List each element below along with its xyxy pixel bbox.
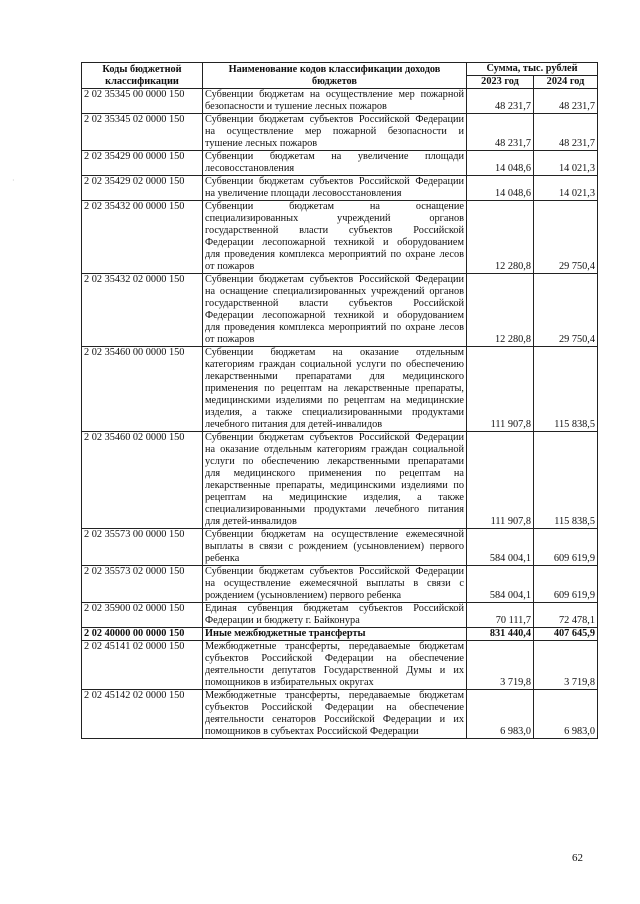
row-name xyxy=(203,151,467,176)
row-value-2024: 72 478,1 xyxy=(534,603,598,628)
row-value-2023: 14 048,6 xyxy=(467,176,534,201)
table-row xyxy=(82,690,598,739)
table-row xyxy=(82,176,598,201)
row-code: 2 02 35460 02 0000 150 xyxy=(82,432,203,529)
row-name-line: для детей-инвалидов xyxy=(205,516,297,527)
row-name-line: от пожаров xyxy=(205,334,255,345)
table-row xyxy=(82,641,598,690)
row-name-line: медицинскими изделиями по рецептам на медицинские xyxy=(205,395,464,406)
row-name-line: выплаты в связи с рождением (усыновлением) первого xyxy=(205,541,464,552)
row-value-2024: 609 619,9 xyxy=(534,566,598,603)
row-name-line: Субвенции бюджетам на осуществление мер пожарной xyxy=(205,89,464,100)
row-value-2024: 29 750,4 xyxy=(534,274,598,347)
row-value-2023: 831 440,4 xyxy=(467,628,534,641)
row-name-line: безопасности и тушение лесных пожаров xyxy=(205,101,387,112)
row-name-line: для медицинского применения по рецептам на xyxy=(205,468,464,479)
row-name-line: государственной власти субъектов Российской xyxy=(205,225,464,236)
row-name-line: на увеличение площади лесовосстановления xyxy=(205,188,402,199)
row-name-line: Субвенции бюджетам на увеличение площади xyxy=(205,151,464,162)
row-name-line: деятельности сенаторов Российской Федерации и их xyxy=(205,714,464,725)
row-value-2024: 14 021,3 xyxy=(534,151,598,176)
row-name xyxy=(203,690,467,739)
row-name-line: субъектов Российской Федерации на обеспечение xyxy=(205,702,464,713)
row-code: 2 02 40000 00 0000 150 xyxy=(82,628,203,641)
row-name-line: на оснащение специализированных учреждений органов xyxy=(205,286,464,297)
row-name-line: для проведения комплекса мероприятий по охране лесов xyxy=(205,322,464,333)
row-code: 2 02 35900 02 0000 150 xyxy=(82,603,203,628)
table-row xyxy=(82,347,598,432)
table-row xyxy=(82,151,598,176)
header-name: Наименование кодов классификации доходов бюджетов xyxy=(203,63,467,89)
row-name xyxy=(203,89,467,114)
row-name-line: на осуществление мер пожарной безопасности и xyxy=(205,126,464,137)
row-name xyxy=(203,201,467,274)
row-name-line: Межбюджетные трансферты, передаваемые бюджетам xyxy=(205,641,464,652)
page-number: 62 xyxy=(572,852,583,864)
row-name-line: Субвенции бюджетам субъектов Российской Федерации xyxy=(205,176,464,187)
row-name-line: специализированными продуктами лечебного питания xyxy=(205,504,464,515)
row-value-2023: 48 231,7 xyxy=(467,114,534,151)
row-name xyxy=(203,114,467,151)
row-name-line: деятельности депутатов Государственной Думы и их xyxy=(205,665,464,676)
row-name-line: Субвенции бюджетам субъектов Российской Федерации xyxy=(205,274,464,285)
row-code: 2 02 45141 02 0000 150 xyxy=(82,641,203,690)
row-name-line: специализированных учреждений органов xyxy=(205,213,464,224)
row-value-2024: 48 231,7 xyxy=(534,89,598,114)
table-row xyxy=(82,114,598,151)
row-value-2024: 3 719,8 xyxy=(534,641,598,690)
row-value-2023: 584 004,1 xyxy=(467,566,534,603)
row-code: 2 02 45142 02 0000 150 xyxy=(82,690,203,739)
row-value-2023: 3 719,8 xyxy=(467,641,534,690)
row-name-line: на оказание отдельным категориям граждан социальной xyxy=(205,444,464,455)
row-name-line: для проведения комплекса мероприятий по охране лесов xyxy=(205,249,464,260)
row-name-line: Субвенции бюджетам на осуществление ежемесячной xyxy=(205,529,464,540)
row-code: 2 02 35429 02 0000 150 xyxy=(82,176,203,201)
row-name-line: тушение лесных пожаров xyxy=(205,138,318,149)
row-code: 2 02 35573 00 0000 150 xyxy=(82,529,203,566)
row-code: 2 02 35345 02 0000 150 xyxy=(82,114,203,151)
row-name-line: субъектов Российской Федерации на обеспечение xyxy=(205,653,464,664)
row-name-line: лекарственные препараты, медицинскими изделиями по xyxy=(205,480,464,491)
row-name-line: категориям граждан социальной услуги по обеспечению xyxy=(205,359,464,370)
table-row xyxy=(82,201,598,274)
row-name-line: ребенка xyxy=(205,553,240,564)
row-name-line: Субвенции бюджетам на оказание отдельным xyxy=(205,347,464,358)
row-value-2023: 12 280,8 xyxy=(467,274,534,347)
row-name xyxy=(203,529,467,566)
row-name-line: на осуществление ежемесячной выплаты в связи с xyxy=(205,578,464,589)
row-value-2023: 111 907,8 xyxy=(467,347,534,432)
row-name-line: Единая субвенция бюджетам субъектов Российской xyxy=(205,603,464,614)
table-row xyxy=(82,529,598,566)
table-row xyxy=(82,432,598,529)
row-name-line: от пожаров xyxy=(205,261,255,272)
row-name xyxy=(203,566,467,603)
row-name-line: Иные межбюджетные трансферты xyxy=(205,628,366,639)
table-row xyxy=(82,89,598,114)
row-value-2024: 29 750,4 xyxy=(534,201,598,274)
row-name-line: Субвенции бюджетам субъектов Российской Федерации xyxy=(205,566,464,577)
scan-speck: · xyxy=(12,176,15,185)
row-value-2024: 115 838,5 xyxy=(534,432,598,529)
row-name-line: помощников в избирательных округах xyxy=(205,677,374,688)
row-name-line: государственной власти субъектов Российской xyxy=(205,298,464,309)
row-code: 2 02 35429 00 0000 150 xyxy=(82,151,203,176)
row-name xyxy=(203,641,467,690)
row-value-2024: 609 619,9 xyxy=(534,529,598,566)
row-name-line: Субвенции бюджетам на оснащение xyxy=(205,201,464,212)
header-sum: Сумма, тыс. рублей xyxy=(467,63,598,76)
row-code: 2 02 35345 00 0000 150 xyxy=(82,89,203,114)
row-code: 2 02 35432 00 0000 150 xyxy=(82,201,203,274)
row-name xyxy=(203,176,467,201)
row-value-2024: 407 645,9 xyxy=(534,628,598,641)
row-value-2024: 115 838,5 xyxy=(534,347,598,432)
header-codes: Коды бюджетной классификации xyxy=(82,63,203,89)
row-name xyxy=(203,274,467,347)
row-value-2023: 70 111,7 xyxy=(467,603,534,628)
row-name-line: лечебного питания для детей-инвалидов xyxy=(205,419,383,430)
header-year-2024: 2024 год xyxy=(534,76,598,89)
table-row xyxy=(82,566,598,603)
table-row xyxy=(82,628,598,641)
row-value-2023: 12 280,8 xyxy=(467,201,534,274)
row-name xyxy=(203,432,467,529)
row-name-line: рецептам на медицинские изделия, а также xyxy=(205,492,464,503)
row-name xyxy=(203,347,467,432)
row-name-line: Субвенции бюджетам субъектов Российской Федерации xyxy=(205,114,464,125)
row-value-2023: 111 907,8 xyxy=(467,432,534,529)
row-value-2024: 48 231,7 xyxy=(534,114,598,151)
row-code: 2 02 35460 00 0000 150 xyxy=(82,347,203,432)
row-name xyxy=(203,603,467,628)
row-value-2023: 6 983,0 xyxy=(467,690,534,739)
row-name-line: применения по рецептам на лекарственные препараты, xyxy=(205,383,464,394)
row-name xyxy=(203,628,467,641)
row-name-line: лесовосстановления xyxy=(205,163,295,174)
row-name-line: Федерации лесопожарной техникой и оборудованием xyxy=(205,310,464,321)
row-name-line: рождением (усыновлением) первого ребенка xyxy=(205,590,402,601)
header-year-2023: 2023 год xyxy=(467,76,534,89)
budget-revenue-table xyxy=(81,62,598,739)
row-name-line: Федерации лесопожарной техникой и оборудованием xyxy=(205,237,464,248)
table-row xyxy=(82,274,598,347)
row-code: 2 02 35573 02 0000 150 xyxy=(82,566,203,603)
row-value-2024: 14 021,3 xyxy=(534,176,598,201)
table-row xyxy=(82,603,598,628)
table-body xyxy=(82,89,598,739)
row-value-2023: 14 048,6 xyxy=(467,151,534,176)
row-name-line: помощников в субъектах Российской Федерации xyxy=(205,726,419,737)
row-name-line: изделия, а также специализированными продуктами xyxy=(205,407,464,418)
row-value-2024: 6 983,0 xyxy=(534,690,598,739)
row-name-line: Субвенции бюджетам субъектов Российской Федерации xyxy=(205,432,464,443)
row-name-line: Межбюджетные трансферты, передаваемые бюджетам xyxy=(205,690,464,701)
row-name-line: услуги по обеспечению лекарственными препаратами xyxy=(205,456,464,467)
row-name-line: Федерации и бюджету г. Байконура xyxy=(205,615,360,626)
row-name-line: лекарственными препаратами для медицинского xyxy=(205,371,464,382)
row-code: 2 02 35432 02 0000 150 xyxy=(82,274,203,347)
row-value-2023: 48 231,7 xyxy=(467,89,534,114)
row-value-2023: 584 004,1 xyxy=(467,529,534,566)
